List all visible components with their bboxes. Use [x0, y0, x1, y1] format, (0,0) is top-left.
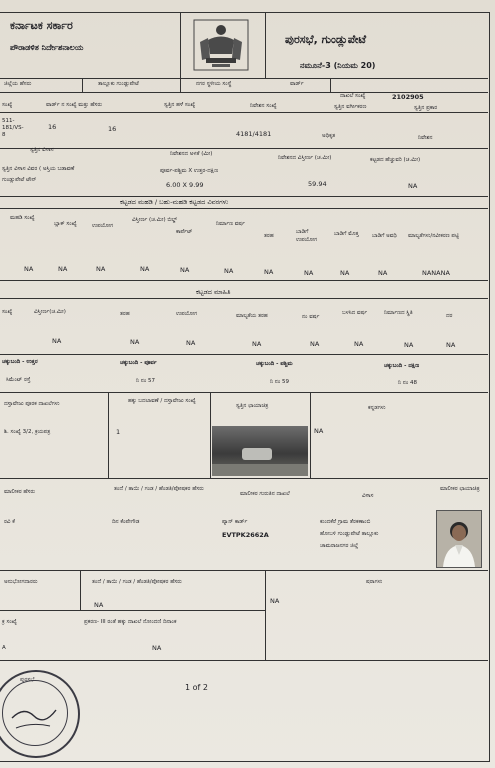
serial-value: A: [2, 645, 6, 651]
bound-values-line: [0, 354, 488, 355]
dimension-direction-label: ಪೂರ್ವ-ಪಶ್ಚಿಮ X ಉತ್ತರ-ದಕ್ಷಿಣ: [160, 168, 219, 174]
site-area-label: ನಿವೇಶನದ ವಿಸ್ತೀರ್ಣ (ಚ.ಮೀ): [278, 155, 332, 161]
west-label: ಚಕ್ಕುಬಂದಿ - ಪಶ್ಚಿಮ: [256, 361, 293, 367]
records-div1: [108, 392, 109, 478]
year-header: ನಂ ವರ್ಷ: [302, 314, 320, 320]
kind-header: ತರಹ: [264, 233, 274, 239]
signature-icon: [0, 672, 74, 752]
header-bottom-line: [0, 78, 488, 79]
row3-top-line: [0, 148, 488, 149]
ward-name-value: 16: [108, 125, 117, 133]
property-id-value: 511-181/VS-8: [2, 118, 24, 138]
details-header: ಮಾಲ್ಯತೆಗಳು/ನವೀಕರಣ ಪಟ್ಟಿ: [408, 233, 459, 239]
header-divider-left: [180, 12, 181, 78]
directorate-title: ಪೌರಾಡಳಿತ ನಿರ್ದೇಶನಾಲಯ: [10, 43, 84, 52]
foot-div1: [80, 570, 81, 610]
owner-address-line2: ಹೋಬಳಿ ಗುಂಡ್ಲುಪೇಟೆ ತಾಲ್ಲೂಕು: [320, 531, 379, 537]
kind-header-2: ತರಹ: [120, 311, 130, 317]
foot-bottom-line: [0, 660, 488, 661]
bound-header-row: [0, 306, 490, 332]
property-photo-label: ಸ್ವತ್ತಿನ ಛಾಯಾಚಿತ್ರ: [236, 403, 269, 409]
extra-area-value: NA: [408, 182, 418, 190]
bound-header-line: [0, 298, 488, 299]
occupier-value: NA: [94, 601, 104, 609]
govt-title: ಕರ್ನಾಟಕ ಸರ್ಕಾರ: [10, 19, 73, 32]
property-type-value: ನಿವೇಶನ: [418, 135, 433, 141]
site-number-value: 4181/4181: [236, 130, 272, 138]
table-cell: NA: [58, 265, 68, 273]
rent-usage-header: ಬಾಡಿಗೆ ಉಪಯೋಗ: [296, 229, 318, 243]
person-icon: [437, 511, 481, 567]
mutation-label: ಹಕ್ಕು ಬದಲಾವಣೆ / ದಸ್ತಾವೇಜು ಸಂಖ್ಯೆ: [128, 398, 196, 404]
serial-label: ಕ್ರ ಸಂಖ್ಯೆ: [2, 619, 17, 625]
owner-bottom-line: [0, 570, 488, 571]
dimension-value: 6.00 X 9.99: [166, 181, 204, 189]
seal-text: ಪುರಸಭೆ: [20, 677, 35, 683]
valuation-kind-header: ಮಾಲ್ಯತೆಯ ತರಹ: [236, 313, 268, 319]
building-bottom-line: [0, 280, 488, 281]
ward-number-label: ವಾರ್ಡ್ ನ ಸಂಖ್ಯೆ ಮತ್ತು ಹೆಸರು: [46, 102, 102, 108]
municipality-title: ಪುರಸಭೆ, ಗುಂಡ್ಲುಪೇಟೆ: [285, 33, 367, 46]
owner-address-line3: ಚಾಮರಾಜನಗರ ಜಿಲ್ಲೆ: [320, 543, 359, 549]
town-label: ನಗರ ಸ್ಥಳೀಯ ಸಂಸ್ಥೆ: [196, 81, 232, 87]
table-cell: NA: [224, 267, 234, 275]
row1-div1: [82, 78, 83, 92]
usage-header-2: ಉಪಯೋಗ: [176, 311, 198, 317]
table-cell: NA: [354, 340, 364, 348]
table-cell: NA: [52, 337, 62, 345]
classification-value: ಅಧಿಕೃತ: [322, 133, 336, 139]
old-number-label: ಸ್ವತ್ತಿನ ಹಳೆ ಸಂಖ್ಯೆ: [164, 102, 196, 108]
block-no-header: ಬ್ಲಾಕ್ ಸಂಖ್ಯೆ: [54, 221, 77, 227]
building-header-line: [0, 208, 488, 209]
table-cell: NA: [304, 269, 314, 277]
rent-amount-header: ಬಾಡಿಗೆ ಮೊತ್ತ: [334, 231, 359, 237]
table-cell: NA: [130, 338, 140, 346]
district-label: ಜಿಲ್ಲೆಯ ಹೆಸರು: [4, 81, 32, 87]
construction-year-header: ನಿರ್ಮಾಣ ವರ್ಷ: [216, 221, 245, 227]
registration-label: ಪ್ರಕರಣ- III ರಂತೆ ಹಕ್ಕು ದಾಖಲೆ ನೋಂದಣಿ ದಿನಾಂಕ: [84, 619, 177, 625]
used-year-header: ಬಳಸಿದ ವರ್ಷ: [342, 310, 368, 316]
site-number-label: ನಿವೇಶನ ಸಂಖ್ಯೆ: [250, 103, 277, 109]
classification-label: ಸ್ವತ್ತಿನ ವರ್ಗೀಕರಣ: [334, 104, 367, 110]
row1-div3: [330, 78, 331, 92]
records-div3: [310, 392, 311, 478]
address-header-label: ಸ್ವತ್ತಿನ ವಿಳಾಸ: [30, 147, 54, 153]
record-number-value: 2102905: [392, 93, 424, 101]
east-label: ಚಕ್ಕುಬಂದಿ - ಪೂರ್ವ: [120, 360, 157, 366]
ward-number-value: 16: [48, 123, 57, 131]
row2-line: [0, 112, 488, 113]
header-divider-right: [265, 12, 266, 78]
carpet-header: ಕಾರ್ಪೆಟ್: [176, 229, 193, 235]
owner-name-value: ರವಿ ಕೆ: [4, 519, 15, 525]
record-number-label: ದಾಖಲೆ ಸಂಖ್ಯೆ: [340, 93, 366, 99]
occupier-relation-value: NA: [270, 597, 280, 605]
usage-header: ಉಪಯೋಗ: [92, 223, 114, 229]
owner-photo-label: ಮಾಲೀಕರ ಛಾಯಾಚಿತ್ರ: [440, 486, 480, 492]
row3-bottom-line: [0, 196, 488, 197]
owner-id-label: ಮಾಲೀಕರ ಗುರುತಿನ ದಾಖಲೆ: [240, 491, 290, 497]
doc-records-value: ಶಿ. ಸಂಖ್ಯೆ 3/2, ಕ್ರಯಪತ್ರ: [4, 429, 51, 435]
owner-address-label: ವಿಳಾಸ: [362, 493, 374, 499]
occupier-relation-label: ತಂದೆ / ತಾಯಿ / ಗಂಡ / ಹೆಂಡತಿ/ಪೋಷಕರ ಹೆಸರು: [92, 579, 182, 585]
address-line2: ಗುಂಡ್ಲುಪೇಟೆ ಟೌನ್: [2, 177, 37, 183]
remarks-footer-label: ಷರಾಗಳು: [366, 579, 383, 585]
remarks-label: ಕನ್ನಡಗಳು: [368, 405, 386, 411]
number-header: ಸಂಖ್ಯೆ: [2, 309, 13, 315]
south-value: ನಿ ನಂ 48: [398, 380, 418, 386]
mutation-value: 1: [116, 428, 121, 436]
condition-header: ನಿರ್ಮಾಣದ ಸ್ಥಿತಿ: [384, 310, 413, 316]
building-header-row: [4, 214, 474, 254]
east-value: ನಿ ನಂ 57: [136, 378, 156, 384]
state-emblem-icon: [190, 18, 252, 74]
table-cell: NA: [446, 341, 456, 349]
property-type-label: ಸ್ವತ್ತಿನ ಪ್ರಕಾರ: [414, 105, 438, 111]
records-div2: [210, 392, 211, 478]
table-cell: NA: [264, 268, 274, 276]
owner-id-type: ಪ್ಯಾನ್ ಕಾರ್ಡ್: [222, 519, 248, 525]
form-outer-border: [0, 12, 490, 762]
table-cell: NA: [310, 340, 320, 348]
site-dimension-label: ನಿವೇಶನದ ಅಳತೆ (ಮೀ): [170, 151, 213, 157]
bound-bottom-line: [0, 392, 488, 393]
taluk-label: ತಾಲ್ಲೂಕು ಗುಂಡ್ಲುಪೇಟೆ: [98, 81, 139, 87]
built-area-header: ವಿಸ್ತೀರ್ಣ (ಚ.ಮೀ) ಬಿಲ್ಡ್: [132, 217, 178, 223]
table-cell: NANANA: [422, 269, 450, 277]
building-values-row: [0, 266, 490, 278]
north-value: ಸಿಮೆಂಟ್ ರಸ್ತೆ: [6, 377, 31, 383]
rent-period-header: ಬಾಡಿಗೆ ಅವಧಿ: [372, 233, 397, 239]
table-cell: NA: [404, 341, 414, 349]
rate-header: ದರ: [446, 313, 453, 319]
row1-div2: [180, 78, 181, 92]
extra-area-label: ಕಟ್ಟಡದ ಹೆಚ್ಚುವರಿ (ಚ.ಮೀ): [370, 157, 421, 163]
records-bottom-line: [0, 478, 488, 479]
area-header: ವಿಸ್ತೀರ್ಣ(ಚ.ಮೀ): [34, 309, 66, 315]
page-number: 1 of 2: [185, 683, 208, 692]
property-photo-na: NA: [314, 427, 324, 435]
owner-relation-label: ತಂದೆ / ತಾಯಿ / ಗಂಡ / ಹೆಂಡತಿ/ಪೋಷಕರ ಹೆಸರು: [114, 486, 204, 492]
owner-id-value: EVTPK2662A: [222, 531, 269, 539]
site-area-value: 59.94: [308, 180, 327, 188]
owner-photo: [436, 510, 482, 568]
table-cell: NA: [180, 266, 190, 274]
foot-div2: [265, 570, 266, 660]
floor-no-header: ಮಹಡಿ ಸಂಖ್ಯೆ: [10, 215, 35, 221]
building-section-title: ಕಟ್ಟಡದ ಮಹಡಿ / ಬಹು-ಮಹಡಿ ಕಟ್ಟಡದ ವಿವರಗಳು: [120, 198, 229, 206]
doc-records-label: ದಸ್ತಾವೇಜು ಪೂರಕ ದಾಖಲೆಗಳು: [4, 401, 60, 407]
table-cell: NA: [96, 265, 106, 273]
table-cell: NA: [140, 265, 150, 273]
boundaries-section-title: ಕಟ್ಟಡದ ಮಾಹಿತಿ: [196, 288, 231, 296]
table-cell: NA: [186, 339, 196, 347]
occupier-label: ಅನುಭೋಗದಾರರು: [4, 579, 38, 585]
owner-name-label: ಮಾಲೀಕರ ಹೆಸರು: [4, 489, 36, 495]
foot-mid-line: [0, 610, 266, 611]
bound-values-row: [0, 338, 490, 350]
property-photo: [212, 426, 308, 476]
ward-label: ವಾರ್ಡ್: [290, 81, 304, 87]
west-value: ನಿ ನಂ 59: [270, 379, 290, 385]
table-cell: NA: [378, 269, 388, 277]
table-cell: NA: [252, 340, 262, 348]
form-number: ನಮೂನೆ-3 (ನಿಯಮ 20): [300, 61, 376, 70]
owner-address-line1: ಕುಂದಕೆರೆ ಗ್ರಾಮ ತೆರಕಣಾಂಬಿ: [320, 519, 371, 525]
official-seal: [0, 670, 80, 758]
north-label: ಚಕ್ಕುಬಂದಿ - ಉತ್ತರ: [2, 359, 38, 365]
owner-relation-value: ದಿನ ಕೆಂಪೇಗೌಡ: [112, 519, 140, 525]
table-cell: NA: [24, 265, 34, 273]
registration-value: NA: [152, 644, 162, 652]
table-cell: NA: [340, 269, 350, 277]
address-line1: ಸ್ವತ್ತಿನ ವಿಳಾಸ ವಿವರ ( ಅಸ್ತಿಯ ಬಡಾವಣೆ: [2, 166, 75, 172]
id-label: ಸಂಖ್ಯೆ: [2, 102, 13, 108]
south-label: ಚಕ್ಕುಬಂದಿ - ದಕ್ಷಿಣ: [384, 363, 420, 369]
